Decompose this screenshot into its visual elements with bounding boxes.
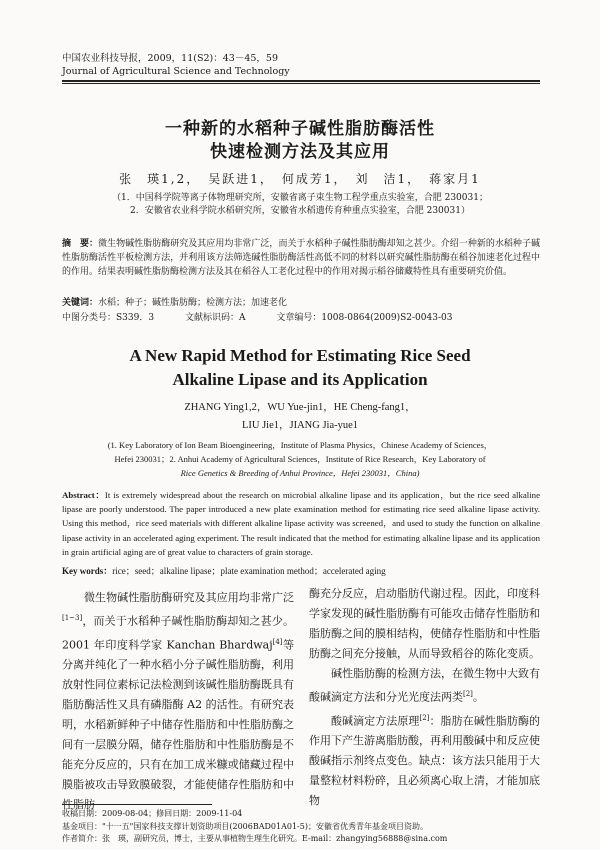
title-cn-line2: 快速检测方法及其应用 [210, 142, 390, 162]
body-text: ，而关于水稻种子碱性脂肪酶却知之甚少。2001 年印度科学家 Kanchan Bhardwaj [62, 614, 294, 652]
body-text: 。 [472, 690, 484, 704]
abstract-en [62, 488, 540, 559]
footnotes [62, 808, 540, 846]
keywords-en-text: rice；seed；alkaline lipase；plate examination method；accelerated aging [112, 566, 386, 576]
journal-header [62, 52, 290, 78]
body-text: 碱性脂肪酶的检测方法，在微生物中大致有酸碱滴定方法和分光光度法两类 [309, 667, 540, 704]
title-cn-line1: 一种新的水稻种子碱性脂肪酶活性 [165, 119, 435, 139]
affiliation-en-1: (1. Key Laboratory of Ion Beam Bioengineering，Institute of Plasma Physics，Chinese Academy of Sciences， [107, 440, 493, 450]
title-cn [0, 118, 600, 164]
citation: [2] [419, 713, 430, 722]
abstract-cn [62, 237, 540, 279]
affiliations-cn [0, 192, 600, 218]
body-paragraph [309, 708, 540, 812]
header-rule [62, 80, 540, 82]
body-text: ：脂肪在碱性脂肪酶的作用下产生游离脂肪酸，再利用酸碱中和反应使酸碱指示剂终点变色。缺点：该方法只能用于大量整粒材料粉碎，且必须离心取上清，才能加底物 [309, 714, 541, 808]
citation: [1~3] [62, 614, 83, 622]
classification-line [62, 310, 540, 323]
journal-name-en: Journal of Agricultural Science and Technology [62, 66, 290, 77]
affiliation-cn-1: （1．中国科学院等离子体物理研究所，安徽省离子束生物工程学重点实验室，合肥 230031； [112, 193, 488, 203]
affiliation-cn-2: 2．安徽省农业科学院水稻研究所，安徽省水稻遗传育种重点实验室，合肥 230031） [130, 206, 470, 216]
keywords-cn-text: 水稻；种子；碱性脂肪酶；检测方法；加速老化 [98, 298, 288, 308]
affiliations-en [0, 438, 600, 480]
body-paragraph [62, 588, 294, 815]
body-text: 微生物碱性脂肪酶研究及其应用均非常广泛 [84, 591, 294, 604]
body-column-right [309, 584, 540, 811]
citation: [4] [272, 637, 283, 646]
body-text: 酸碱滴定方法原理 [331, 714, 420, 728]
citation: [2] [463, 690, 473, 698]
footnote-received: 收稿日期：2009-08-04；修回日期：2009-11-04 [62, 809, 243, 818]
abstract-en-label: Abstract： [62, 490, 105, 500]
body-text: 等分离并纯化了一种水稻小分子碱性脂肪酶，利用放射性同位素标记法检测到该碱性脂肪酶既具有脂肪酶活性又具有磷脂酶 A2 的活性。有研究表明，水稻新鲜种子中储存性脂肪和中性脂肪酶之间有一层膜分隔，储存性脂肪和中性脂肪酶是不能充分反应的，只有在加工成米糠或储藏过程中膜脂被攻击导致膜破裂，才能使储存性脂肪和中性脂肪 [62, 638, 294, 812]
body-paragraph [309, 664, 540, 708]
keywords-cn [62, 295, 287, 308]
authors-cn: 张 瑛1,2， 吴跃进1， 何成芳1， 刘 洁1， 蒋家月1 [119, 172, 481, 186]
footnote-fund: 基金项目："十一五"国家科技支撑计划资助项目(2006BAD01A01-5)；安徽省优秀青年基金项目资助。 [62, 821, 428, 831]
authors-en-line2: LIU Jie1，JIANG Jia-yue1 [241, 420, 359, 431]
title-en [0, 344, 600, 392]
abstract-cn-label: 摘 要： [62, 239, 99, 249]
authors-en-line1: ZHANG Ying1,2，WU Yue-jin1，HE Cheng-fang1， [184, 402, 416, 413]
title-en-line2: Alkaline Lipase and its Application [172, 370, 428, 389]
abstract-en-text: It is extremely widespread about the research on microbial alkaline lipase and its application，but the rice seed alkaline lipase are poorly understood. The paper introduced a new plate examination method for estimating rice seed alkaline lipase activity. Using this method，rice seed materials with different alkaline lipase activity was screened，and used to study the function on alkaline lipase activity in an accelerated aging experiment. The result indicated that the method for estimating alkaline lipase and its application in grain artificial aging are of great value to characters of grain storage. [62, 490, 540, 557]
keywords-en [62, 564, 386, 577]
keywords-en-label: Key words： [62, 566, 113, 576]
footnote-rule [62, 804, 212, 805]
footnote-author: 作者简介：张 瑛，副研究员，博士，主要从事植物生理生化研究。E-mail：zhangying56888@sina.com [62, 834, 448, 843]
body-column-left [62, 588, 294, 815]
journal-name-cn: 中国农业科技导报，2009，11(S2)：43－45，59 [62, 53, 278, 64]
clc-number: 中图分类号：S339．3 [62, 313, 155, 323]
body-paragraph: 酶充分反应，启动脂肪代谢过程。因此，印度科学家发现的碱性脂肪酶有可能攻击储存性脂肪和脂肪酶之间的膜相结构，使储存性脂肪和中性脂肪酶之间充分接触，从而导致稻谷的陈化变质。 [309, 587, 540, 660]
header-rule-thin [62, 83, 540, 84]
affiliation-en-2: Hefei 230031；2. Anhui Academy of Agricultural Sciences，Institute of Rice Research，Key Laboratory of [114, 454, 486, 464]
article-number: 文章编号：1008-0864(2009)S2-0043-03 [276, 313, 453, 323]
authors-en [0, 399, 600, 435]
affiliation-en-3: Rice Genetics & Breeding of Anhui Province，Hefei 230031，China) [180, 468, 420, 478]
document-code: 文献标识码：A [184, 313, 246, 323]
title-en-line1: A New Rapid Method for Estimating Rice Seed [129, 346, 471, 365]
abstract-cn-text: 微生物碱性脂肪酶研究及其应用均非常广泛，而关于水稻种子碱性脂肪酶却知之甚少。介绍一种新的水稻种子碱性脂肪酶活性平板检测方法，并利用该方法筛选碱性脂肪酶活性高低不同的材料以研究碱性脂肪酶在稻谷加速老化过程中的作用。结果表明碱性脂肪酶检测方法及其在稻谷人工老化过程中的作用对揭示稻谷储藏特性具有重要研究价值。 [62, 239, 540, 277]
keywords-cn-label: 关键词： [62, 298, 99, 308]
